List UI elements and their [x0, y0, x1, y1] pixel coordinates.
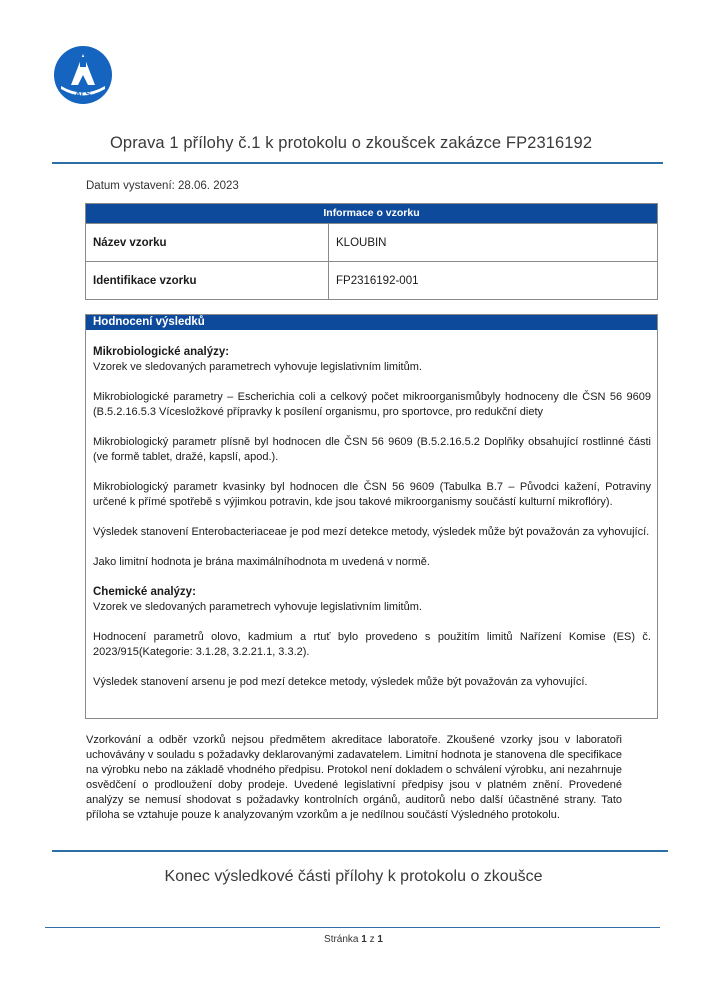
table-row — [86, 223, 657, 261]
sample-name-value: KLOUBIN — [336, 236, 387, 249]
section-divider — [52, 850, 668, 852]
issue-date: Datum vystavení: 28.06. 2023 — [86, 180, 239, 192]
header-divider — [52, 162, 663, 164]
sample-info-heading: Informace o vzorku — [86, 204, 657, 223]
disclaimer-note: Vzorkování a odběr vzorků nejsou předmětem akreditace laboratoře. Zkoušené vzorky jsou v laboratoři uchovávány v souladu s požadavky deklarovanými zadavatelem. Limitní hodnota je stanovena dle specifikace na výrobku nebo na základě vhodného předpisu. Protokol není dokladem o schválení výrobku, ani nezahrnuje osvědčení o prodloužení doby prodeje. Uvedené legislativní předpisy jsou v platném znění. Provedené analýzy se nemusí shodovat s požadavky kontrolních orgánů, auditorů nebo další účastněné strany. Tato příloha se vztahuje pouze k analyzovaným vzorkům a je nedílnou součástí Výsledného protokolu. — [86, 734, 622, 821]
chem-title: Chemické analýzy: — [93, 586, 196, 598]
chem-summary: Vzorek ve sledovaných parametrech vyhovuje legislativním limitům. — [93, 601, 422, 613]
sample-name-label: Název vzorku — [86, 224, 329, 261]
page-number — [0, 934, 707, 945]
micro-paragraph: Mikrobiologický parametr plísně byl hodnocen dle ČSN 56 9609 (B.5.2.16.5.2 Doplňky obsahující rostlinné části (ve formě tablet, dražé, kapslí, apod.). — [93, 436, 651, 463]
table-row — [86, 261, 657, 299]
page-current: 1 — [361, 934, 367, 945]
sample-id-value: FP2316192-001 — [336, 274, 419, 287]
micro-summary: Vzorek ve sledovaných parametrech vyhovuje legislativním limitům. — [93, 361, 422, 373]
chem-paragraph: Výsledek stanovení arsenu je pod mezí detekce metody, výsledek může být považován za vyhovující. — [93, 676, 588, 688]
page-prefix: Stránka — [324, 934, 359, 945]
micro-paragraph: Mikrobiologický parametr kvasinky byl hodnocen dle ČSN 56 9609 (Tabulka B.7 – Původci kažení, Potraviny určené k přímé spotřebě s výjimkou potravin, kde jsou takové mikroorganismy součástí kulturní mikroflóry). — [93, 481, 651, 508]
page-total: 1 — [377, 934, 383, 945]
sample-id-label: Identifikace vzorku — [86, 262, 329, 299]
evaluation-heading: Hodnocení výsledků — [86, 315, 657, 330]
evaluation-section — [85, 314, 658, 719]
end-title: Konec výsledkové části přílohy k protokolu o zkoušce — [164, 868, 543, 885]
micro-title: Mikrobiologické analýzy: — [93, 346, 230, 358]
micro-paragraph: Jako limitní hodnota je brána maximálníhodnota m uvedená v normě. — [93, 556, 430, 568]
sample-info-table — [85, 203, 658, 300]
micro-paragraph: Mikrobiologické parametry – Escherichia coli a celkový počet mikroorganismůbyly hodnoceny dle ČSN 56 9609 (B.5.2.16.5.3 Vícesložkové přípravky k posílení organismu, pro sportovce, pro redukční diety — [93, 391, 651, 418]
document-title: Oprava 1 přílohy č.1 k protokolu o zkoušcek zakázce FP2316192 — [110, 134, 593, 152]
footer-divider — [45, 927, 660, 928]
als-logo — [53, 45, 113, 105]
chem-paragraph: Hodnocení parametrů olovo, kadmium a rtuť bylo provedeno s použitím limitů Nařízení Komise (ES) č. 2023/915(Kategorie: 3.1.28, 3.2.21.1, 3.3.2). — [93, 631, 651, 658]
page-sep: z — [369, 934, 375, 945]
logo-text: ALS — [75, 90, 91, 99]
micro-paragraph: Výsledek stanovení Enterobacteriaceae je pod mezí detekce metody, výsledek může být považován za vyhovující. — [93, 526, 650, 538]
